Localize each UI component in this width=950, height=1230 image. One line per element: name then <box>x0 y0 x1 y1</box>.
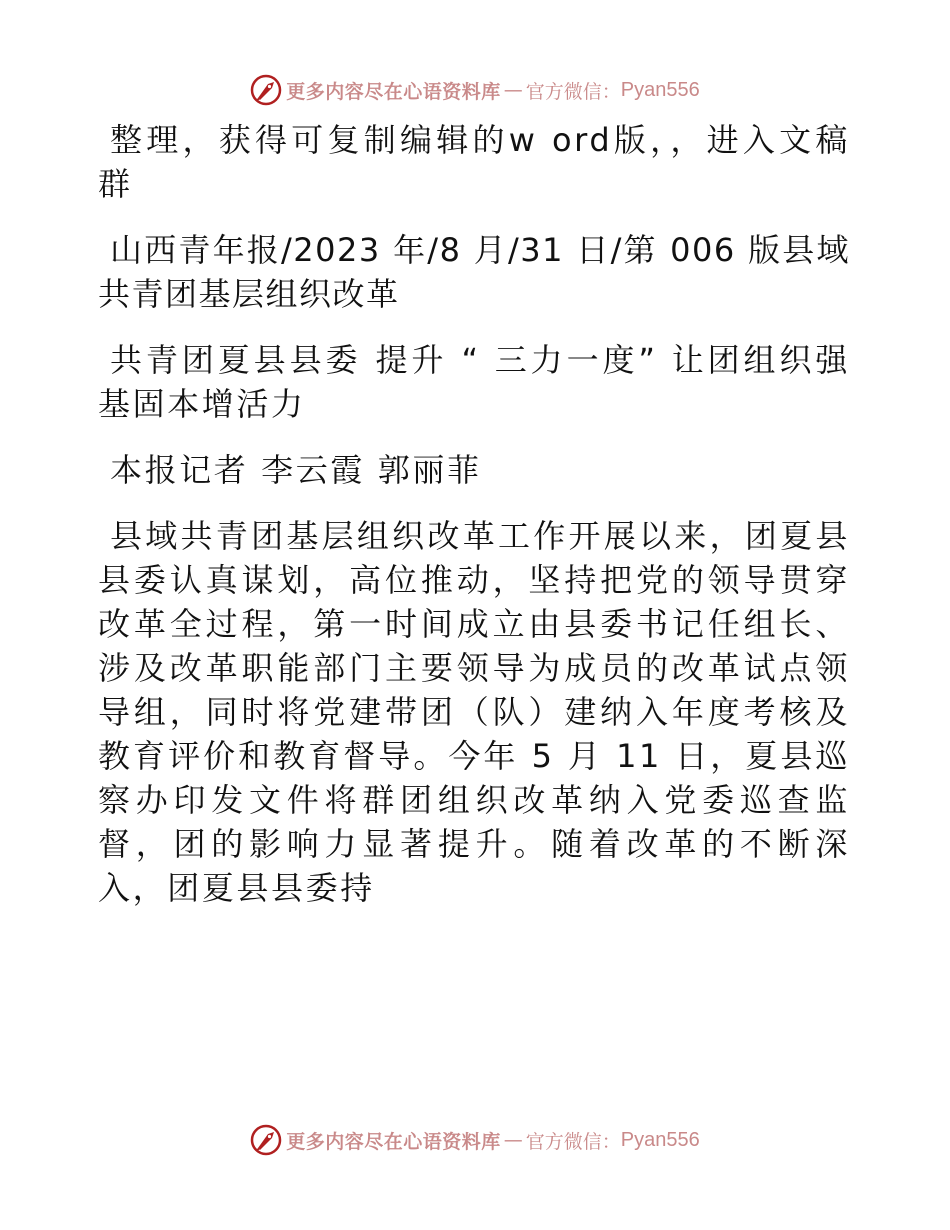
document-body <box>98 118 850 932</box>
banner-wechat-id: Pyan556 <box>620 78 700 101</box>
banner-promo-text: 更多内容尽在心语资料库 <box>286 80 501 103</box>
pen-nib-logo-icon <box>250 1124 282 1156</box>
banner-wechat-label: 官方微信： <box>525 1130 621 1153</box>
footer-banner <box>0 1120 950 1160</box>
banner-promo-text: 更多内容尽在心语资料库 <box>286 1130 501 1153</box>
banner-separator: — <box>503 79 523 101</box>
banner-wechat-id: Pyan556 <box>620 1128 700 1151</box>
banner-separator: — <box>503 1129 523 1151</box>
pen-nib-logo-icon <box>250 74 282 106</box>
header-banner <box>0 70 950 110</box>
headline: 共青团夏县县委 提升 “ 三力一度” 让团组织强基固本增活力 <box>98 341 850 423</box>
banner-wechat-label: 官方微信： <box>525 80 621 103</box>
source-line: 山西青年报/2023 年/8 月/31 日/第 006 版县域共青团基层组织改革 <box>98 231 850 313</box>
byline: 本报记者 李云霞 郭丽菲 <box>110 451 482 489</box>
intro-paragraph: 整理，获得可复制编辑的w ord版，，进入文稿群 <box>98 121 850 203</box>
body-paragraph: 县域共青团基层组织改革工作开展以来，团夏县县委认真谋划，高位推动，坚持把党的领导贯穿改革全过程，第一时间成立由县委书记任组长、涉及改革职能部门主要领导为成员的改革试点领导组，同时将党建带团（队）建纳入年度考核及教育评价和教育督导。今年 5 月 11 日，夏县巡察办印发文件将群团组织改革纳入党委巡查监督，团的影响力显著提升。随着改革的不断深入，团夏县县委持 <box>98 517 850 907</box>
